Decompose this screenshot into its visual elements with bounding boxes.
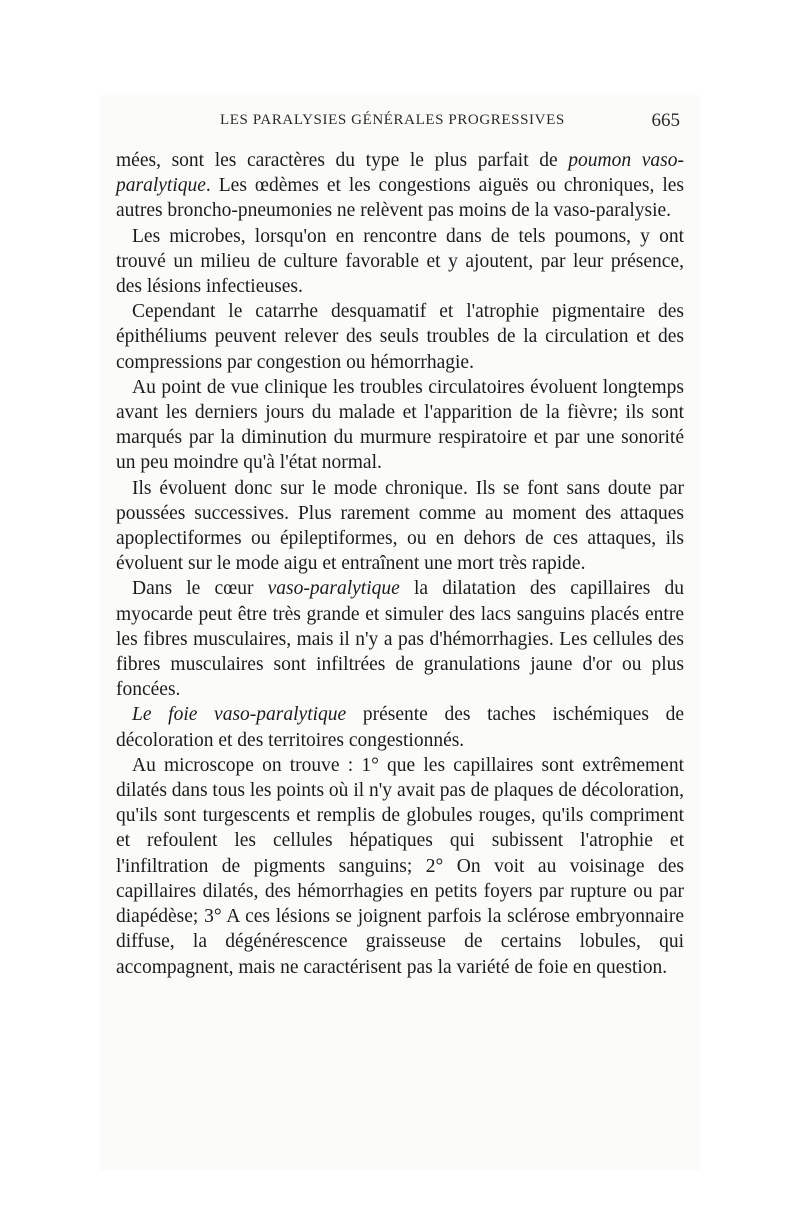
text-segment: la dilatation des capillaires du myocarde peut être très grande et simuler des lacs sanguins placés entre les fibres musculaires, mais il n'y a pas d'hémorrhagies. Les cellules des fibres musculaires sont infiltrées de granulations jaune d'or ou plus foncées.	[116, 578, 684, 701]
running-header	[120, 110, 688, 134]
text-segment: Ils évoluent donc sur le mode chronique. Ils se font sans doute par poussées successives. Plus rarement comme au moment des attaques apoplectiformes ou épileptiformes, ou en dehors de ces attaques, ils évoluent sur le mode aigu et entraînent une mort très rapide.	[116, 477, 684, 575]
paragraph-5	[116, 476, 684, 577]
text-segment-italic: vaso-paralytique	[267, 578, 400, 600]
paragraph-1	[116, 148, 684, 224]
page-number: 665	[651, 110, 680, 131]
body-text	[116, 148, 684, 980]
paragraph-6	[116, 576, 684, 702]
text-segment: Les microbes, lorsqu'on en rencontre dans de tels poumons, y ont trouvé un milieu de culture favorable et y ajoutent, par leur présence, des lésions infectieuses.	[116, 225, 684, 298]
paragraph-7	[116, 702, 684, 752]
paragraph-3	[116, 299, 684, 375]
text-segment: présente des taches ischémiques de décoloration et des territoires congestionnés.	[116, 704, 684, 751]
text-segment: Dans le cœur	[132, 578, 268, 600]
text-segment: mées, sont les caractères du type le plus parfait de	[116, 150, 569, 171]
text-segment: . Les œdèmes et les congestions aiguës ou chroniques, les autres broncho-pneumonies ne relèvent pas moins de la vaso-paralysie.	[116, 175, 684, 222]
paragraph-4	[116, 375, 684, 476]
running-title: LES PARALYSIES GÉNÉRALES PROGRESSIVES	[220, 112, 565, 128]
paragraph-2	[116, 224, 684, 300]
text-segment-italic: Le foie vaso-paralytique	[132, 704, 347, 726]
text-segment-italic: poumon vaso-paralytique	[116, 150, 684, 197]
text-segment: Cependant le catarrhe desquamatif et l'atrophie pigmentaire des épithéliums peuvent relever des seuls troubles de la circulation et des compressions par congestion ou hémorrhagie.	[116, 301, 684, 373]
paragraph-8	[116, 753, 684, 980]
text-segment: Au point de vue clinique les troubles circulatoires évoluent longtemps avant les derniers jours du malade et l'apparition de la fièvre; ils sont marqués par la diminution du murmure respiratoire et par une sonorité un peu moindre qu'à l'état normal.	[116, 376, 684, 474]
text-segment: Au microscope on trouve : 1° que les capillaires sont extrêmement dilatés dans tous les points où il n'y avait pas de plaques de décoloration, qu'ils sont turgescents et remplis de globules rouges, qu'ils compriment et refoulent les cellules hépatiques qui subissent l'atrophie et l'infiltration de pigments sanguins; 2° On voit au voisinage des capillaires dilatés, des hémorrhagies en petits foyers par rupture ou par diapédèse; 3° A ces lésions se joignent parfois la sclérose embryonnaire diffuse, la dégénérescence graisseuse de certains lobules, qui accompagnent, mais ne caractérisent pas la variété de foie en question.	[116, 754, 684, 978]
